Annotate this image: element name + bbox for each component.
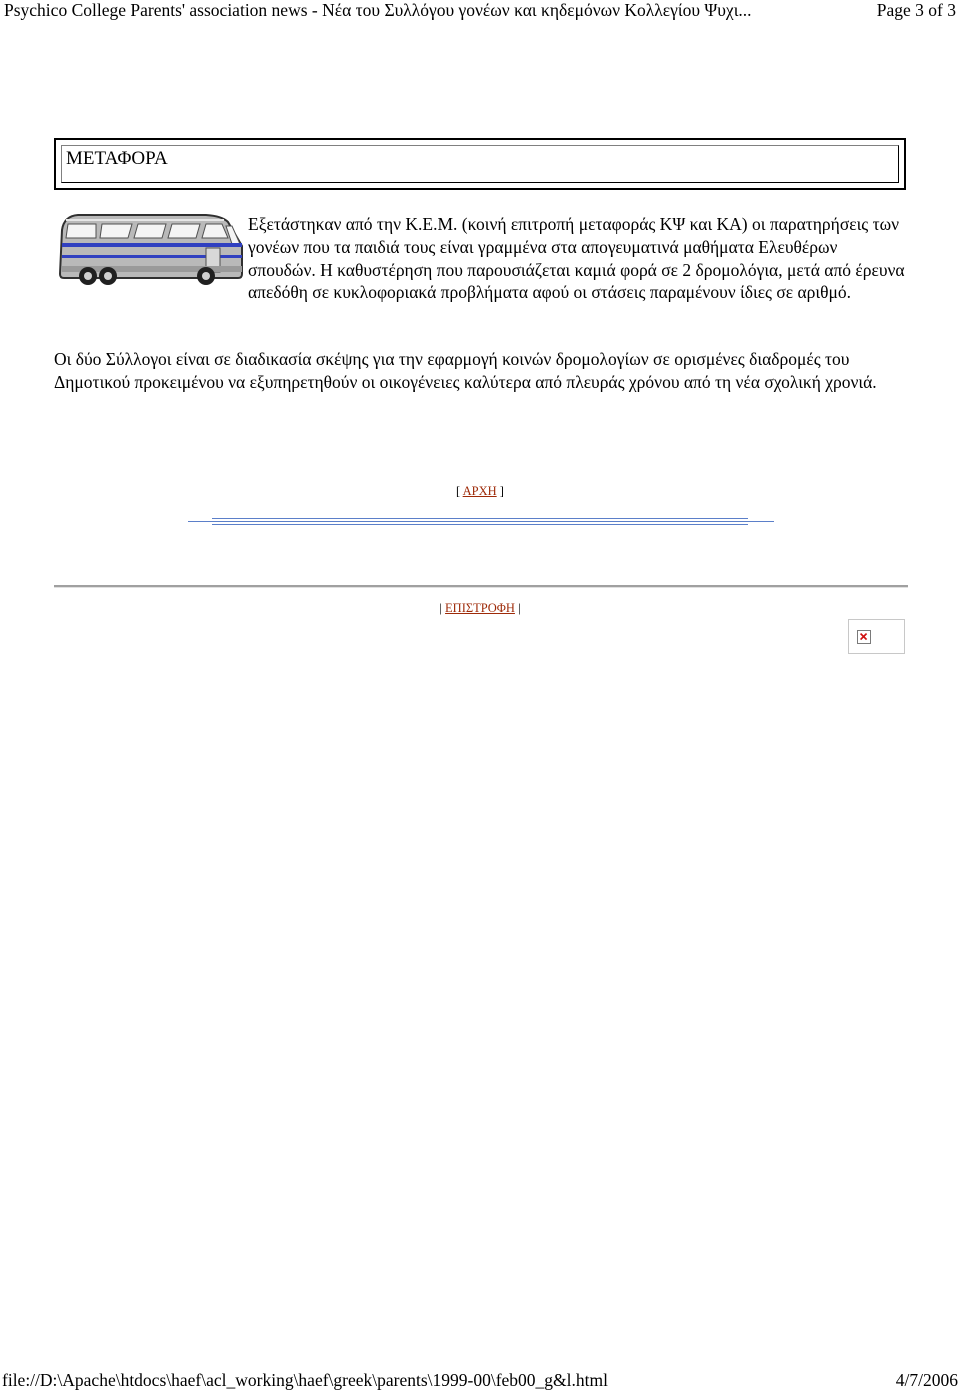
- file-path: file://D:\Apache\htdocs\haef\acl_working\haef\greek\parents\1999-00\feb00_g&l.html: [2, 1370, 608, 1390]
- top-nav-bracket-open: [: [456, 484, 463, 498]
- section-heading-box: [54, 138, 906, 190]
- top-nav-bracket-close: ]: [496, 484, 504, 498]
- blue-rule-outer: [188, 521, 774, 522]
- back-nav-bar-open: |: [439, 601, 446, 615]
- page-number: Page 3 of 3: [876, 0, 956, 20]
- image-float-spacer: [54, 213, 248, 305]
- blue-rule-upper: [212, 518, 748, 519]
- blue-rule-lower: [212, 524, 748, 525]
- page-title: Psychico College Parents' association news - Νέα του Συλλόγου γονέων και κηδεμόνων Κολλεγίου Ψυχι...: [4, 0, 752, 20]
- print-footer: [2, 1369, 958, 1391]
- back-link[interactable]: ΕΠΙΣΤΡΟΦΗ: [445, 601, 515, 615]
- broken-image-icon: [857, 630, 871, 644]
- section-title: ΜΕΤΑΦΟΡΑ: [66, 148, 168, 169]
- back-nav-bar-close: |: [514, 601, 521, 615]
- paragraph-2: Οι δύο Σύλλογοι είναι σε διαδικασία σκέψης για την εφαρμογή κοινών δρομολογίων σε ορισμένες διαδρομές του Δημοτικού προκειμένου να εξυπηρετηθούν οι οικογένειες καλύτερα από πλευράς χρόνου από τη νέα σχολική χρονιά.: [54, 349, 877, 392]
- back-nav: [0, 600, 960, 616]
- broken-image: [848, 619, 905, 654]
- paragraph-1: [54, 213, 906, 305]
- print-date: 4/7/2006: [895, 1370, 958, 1390]
- grey-divider: [54, 585, 908, 588]
- section-heading-inner-border: [61, 145, 899, 183]
- top-link[interactable]: ΑΡΧΗ: [462, 484, 497, 498]
- print-header: [4, 0, 956, 20]
- paragraph-1-text: Εξετάστηκαν από την Κ.Ε.Μ. (κοινή επιτροπή μεταφοράς ΚΨ και ΚΑ) οι παρατηρήσεις των γονέων που τα παιδιά τους είναι γραμμένα στα απογευματινά μαθήματα Ελευθέρων σπουδών. Η καθυστέρηση που παρουσιάζεται καμιά φορά σε 2 δρομολόγια, μετά από έρευνα απεδόθη σε κυκλοφοριακά προβλήματα αφού οι στάσεις παραμένουν ίδιες σε αριθμό.: [248, 214, 905, 303]
- top-nav: [0, 483, 960, 499]
